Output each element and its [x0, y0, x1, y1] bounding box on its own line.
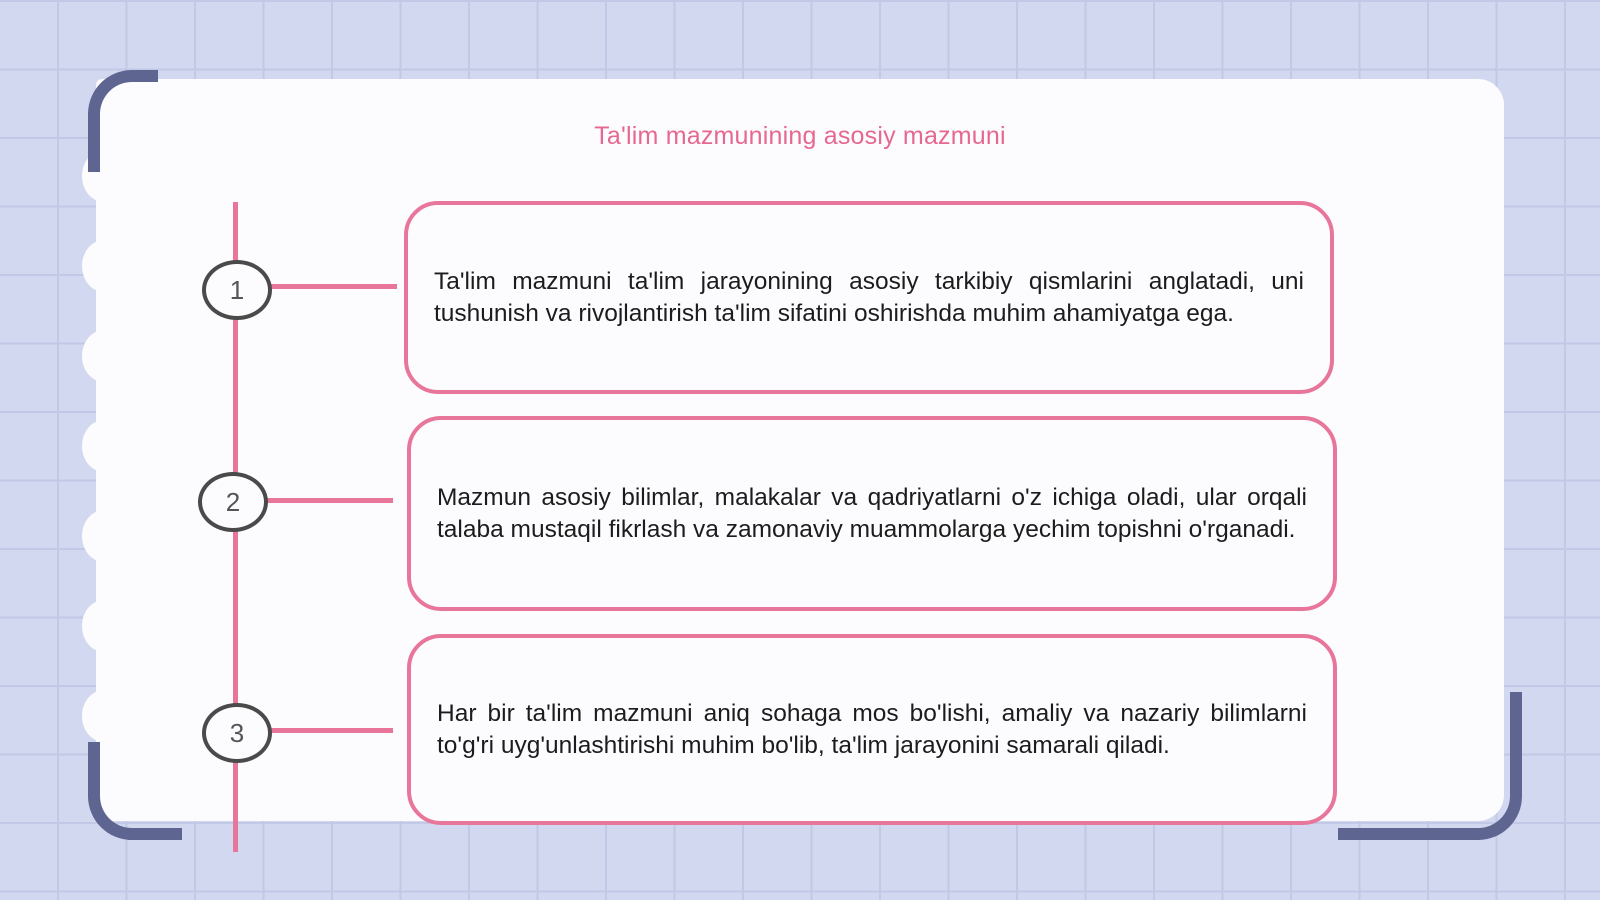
frame-corner-bottom-left — [88, 742, 182, 840]
timeline-connector — [262, 284, 397, 289]
step-number-3: 3 — [202, 703, 272, 763]
frame-corner-top-left — [88, 70, 158, 172]
timeline-connector — [262, 498, 393, 503]
step-number-1: 1 — [202, 260, 272, 320]
content-text-2: Mazmun asosiy bilimlar, malakalar va qadriyatlarni o'z ichiga oladi, ular orqali talaba mustaqil fikrlash va zamonaviy muammolarga yechim topishni o'rganadi. — [437, 483, 1307, 543]
content-text-1: Ta'lim mazmuni ta'lim jarayonining asosiy tarkibiy qismlarini anglatadi, uni tushunish va rivojlantirish ta'lim sifatini oshirishda muhim ahamiyatga ega. — [434, 267, 1304, 327]
content-box-3 — [407, 634, 1337, 825]
paper-scallop — [82, 420, 126, 472]
paper-scallop — [82, 510, 126, 562]
frame-corner-bottom-right — [1338, 692, 1522, 840]
timeline-connector — [262, 728, 393, 733]
content-text-3: Har bir ta'lim mazmuni aniq sohaga mos bo'lishi, amaliy va nazariy bilimlarni to'g'ri uyg'unlashtirishi muhim bo'lib, ta'lim jarayonini samarali qiladi. — [437, 699, 1307, 759]
slide-title: Ta'lim mazmunining asosiy mazmuni — [594, 122, 1006, 150]
content-box-1 — [404, 201, 1334, 394]
paper-scallop — [82, 600, 126, 652]
content-box-2 — [407, 416, 1337, 611]
paper-scallop — [82, 240, 126, 292]
step-number-2: 2 — [198, 472, 268, 532]
paper-scallop — [82, 690, 126, 742]
paper-scallop — [82, 330, 126, 382]
